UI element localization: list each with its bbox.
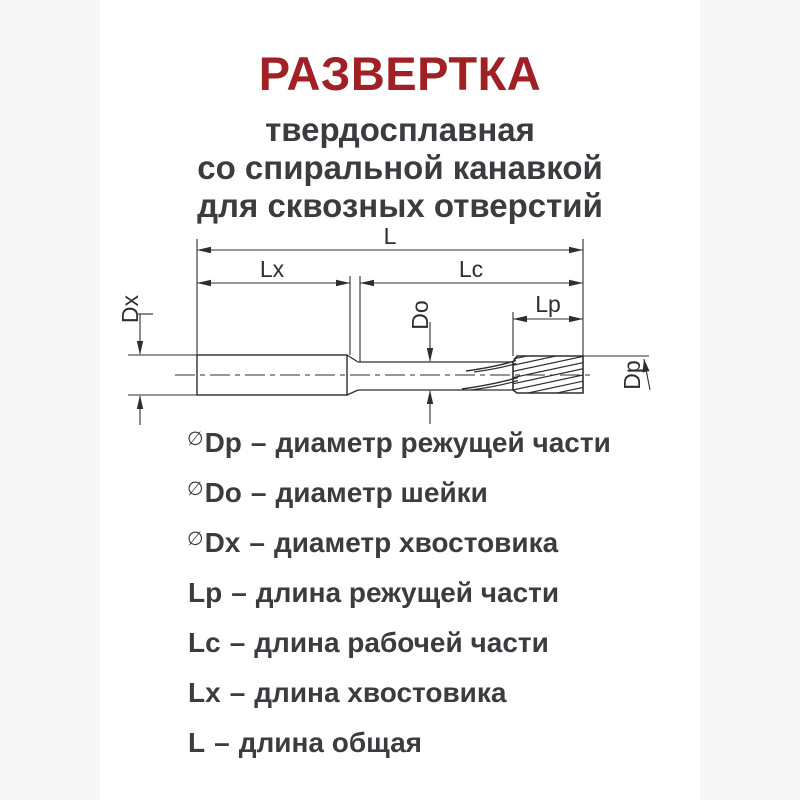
label-cutting-length: Lp (535, 291, 561, 317)
legend-dash: – (250, 427, 267, 458)
diameter-symbol: ∅ (187, 529, 204, 550)
label-shank-length: Lx (259, 256, 285, 282)
legend-item (187, 565, 611, 615)
legend-label: Lx (188, 677, 221, 708)
legend-item (187, 415, 611, 465)
legend-dash: – (214, 727, 230, 758)
subtitle-line-2: со спиральной канавкой (197, 149, 603, 186)
diameter-symbol: ∅ (187, 429, 204, 450)
legend-dash: – (250, 477, 267, 508)
label-cutting-diameter: Dp (619, 360, 645, 390)
legend-dash: – (249, 527, 265, 558)
dimension-arrows (137, 247, 650, 409)
flute-lines (462, 344, 583, 409)
label-shank-diameter: Dx (117, 294, 143, 324)
legend-dash: – (231, 577, 247, 608)
page-subtitle (100, 111, 700, 225)
legend-label: Lp (188, 577, 223, 608)
legend-item (187, 615, 611, 665)
legend-description: диаметр хвостовика (273, 527, 559, 558)
legend-dash: – (229, 677, 246, 708)
legend-label: L (188, 727, 206, 758)
legend-description: диаметр режущей части (275, 427, 611, 458)
dimension-lines (128, 239, 650, 425)
legend-dash: – (229, 627, 246, 658)
legend-label: Do (204, 477, 242, 508)
label-working-length: Lc (458, 256, 484, 282)
subtitle-line-3: для сквозных отверстий (197, 187, 603, 224)
legend-item (187, 715, 611, 765)
legend-label: Lc (188, 627, 221, 658)
diameter-symbol: ∅ (187, 479, 204, 500)
legend-label: Dp (204, 427, 242, 458)
legend-description: диаметр шейки (275, 477, 488, 508)
legend (187, 415, 611, 765)
legend-item (187, 665, 611, 715)
legend-description: длина режущей части (255, 577, 560, 608)
subtitle-line-1: твердосплавная (265, 111, 535, 148)
legend-description: длина общая (238, 727, 422, 758)
legend-item (187, 465, 611, 515)
label-total-length: L (383, 225, 397, 249)
technical-drawing (100, 225, 700, 425)
legend-description: длина рабочей части (254, 627, 549, 658)
legend-item (187, 515, 611, 565)
label-neck-diameter: Do (407, 300, 433, 330)
content-panel (100, 0, 700, 800)
page-title: РАЗВЕРТКА (258, 47, 542, 100)
legend-description: длина хвостовика (254, 677, 507, 708)
legend-label: Dx (204, 527, 241, 558)
